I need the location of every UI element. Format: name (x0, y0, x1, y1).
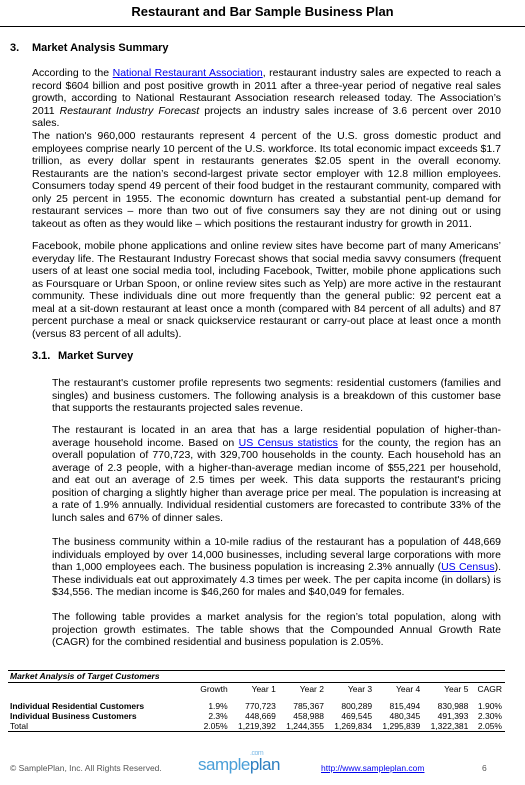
table-cell: 469,545 (341, 711, 373, 721)
table-row (8, 701, 505, 711)
logo-text-sample: sample (198, 755, 250, 774)
forecast-title: Restaurant Industry Forecast (59, 104, 200, 117)
table-cell: 1,244,355 (279, 721, 327, 732)
page-header (0, 0, 525, 27)
document-title: Restaurant and Bar Sample Business Plan (131, 4, 394, 19)
logo-text-com: .com (250, 750, 264, 757)
census-link[interactable]: US Census (441, 561, 495, 573)
table-cell: 458,988 (293, 711, 324, 721)
row-label: Individual Residential Customers (10, 701, 145, 711)
table-cell: 785,367 (293, 701, 324, 711)
nra-link[interactable]: National Restaurant Association (112, 67, 263, 79)
table-cell: 1,322,381 (423, 721, 471, 732)
table-header-row (8, 683, 505, 695)
table-cell: 1,269,834 (327, 721, 375, 732)
section-number: 3. (10, 42, 20, 54)
paragraph: The nation's 960,000 restaurants represent 4 percent of the U.S. gross domestic product and employees comprise nearly 10 percent of the U.S. workforce. Its total economic impact exceeds $1.7 trillion, as every dollar spent in restaurants generates $2.05 spent in the overall economy. Restaurants are the nation’s second-largest private sector employer with 12.8 million employees. Consumers today spend 49 percent of their food budget in the restaurant community, compared with only 25 percent in 1955. The economic downturn has created a substantial pent-up demand for restaurant services – more than two out of five consumers say they are not dining out or using takeout as often as they would like – which positions the restaurant industry for growth in 2011. (32, 130, 501, 230)
page-footer (0, 750, 525, 785)
website-link[interactable]: http://www.sampleplan.com (321, 763, 425, 773)
column-header: Year 5 (444, 684, 469, 694)
column-header: CAGR (477, 684, 502, 694)
table-cell: 480,345 (389, 711, 421, 721)
table-cell: 2.05% (471, 721, 505, 732)
paragraph: The restaurant's customer profile represents two segments: residential customers (families and singles) and business customers. The following analysis is a breakdown of this customer base that supports the restaurants projected sales revenue. (52, 377, 501, 414)
section-title: Market Analysis Summary (32, 42, 169, 54)
table-row (8, 711, 505, 721)
table-cell: 2.05% (194, 721, 231, 732)
text-run: The restaurant is located in an area that has a large residential population of higher-than-average household income. Based on (52, 424, 501, 449)
column-header (8, 683, 194, 695)
column-header: Year 1 (251, 684, 276, 694)
census-statistics-link[interactable]: US Census statistics (238, 436, 338, 449)
table-cell: 770,723 (245, 701, 276, 711)
column-header: Year 2 (299, 684, 324, 694)
table-cell: 815,494 (389, 701, 421, 711)
table-cell: 2.30% (477, 711, 502, 721)
subsection-number: 3.1. (32, 350, 51, 362)
table-cell: 1.90% (477, 701, 502, 711)
copyright-text: © SamplePlan, Inc. All Rights Reserved. (10, 763, 162, 773)
paragraph (52, 424, 501, 524)
table-cell: 1.9% (208, 701, 228, 711)
paragraph: The following table provides a market analysis for the region’s total population, along with projection growth estimates. The table shows that the Compounded Annual Growth Rate (CAGR) for the combined residential and business population is 2.05%. (52, 611, 501, 648)
table-cell: 448,669 (245, 711, 276, 721)
table-cell: 2.3% (208, 711, 228, 721)
column-header: Year 4 (395, 684, 421, 694)
table-cell: 1,219,392 (231, 721, 279, 732)
text-run: According to the (32, 67, 113, 79)
table-cell: 1,295,839 (375, 721, 423, 732)
table-caption: Market Analysis of Target Customers (8, 670, 505, 683)
column-header: Growth (200, 684, 228, 694)
text-run: ). These individuals eat out approximately 4.3 times per week. The per capita income (in dollars) is $34,556. The median income is $46,260 for males and $40,049 for females. (52, 561, 501, 598)
paragraph (52, 536, 501, 599)
subsection-title: Market Survey (58, 350, 134, 362)
paragraph: Facebook, mobile phone applications and online review sites have become part of many Americans’ everyday life. The Restaurant Industry Forecast shows that social media savvy consumers (frequent users of at least one social media tool, including Facebook, Twitter, mobile phone applications such as Foursquare or Urban Spoon, or online review sites such as Yelp) are more active in the restaurant community. These individuals dine out more frequently than the general public: 92 percent eat a meal at a sit-down restaurant at least once a month (compared with 84 percent of all adults) and 87 percent purchase a meal or snack quickservice restaurant or carry-out place at least once a month (versus 83 percent of all adults). (32, 240, 501, 340)
table-total-row (8, 721, 505, 732)
page-number: 6 (482, 763, 487, 773)
paragraph (32, 67, 501, 130)
market-analysis-table (8, 670, 505, 732)
row-label: Individual Business Customers (10, 711, 137, 721)
column-header: Year 3 (347, 684, 373, 694)
text-run: projects an industry sales increase of 3.6 percent over 2010 sales. (32, 104, 501, 129)
text-run: The business community within a 10-mile radius of the restaurant has a population of 448,669 individuals employed by over 14,000 businesses, including several large corporations with more than 1,000 employees each. The business population is increasing 2.3% annually ( (52, 536, 501, 573)
table-cell: 800,289 (341, 701, 373, 711)
logo-text-plan: plan (249, 755, 280, 774)
text-run: for the county, the region has an overall population of 770,723, with 329,700 households in the county. Each household has an average of 2.3 people, with a higher-than-average median income of $55,221 per household, and eat out an average of 2.5 times per week. This data supports the restaurant's pricing position of charging a slightly higher than average price per meal. The population is increasing at a rate of 1.9% annually. Individual residential customers are forecasted to contribute 33% of the lunch sales and 67% of dinner sales. (52, 436, 501, 524)
text-run: , restaurant industry sales are expected to reach a record $604 billion and post positive growth in 2011 after a three-year period of negative real sales growth, according to National Restaurant Association research released today. The Association’s 2011 (32, 67, 502, 117)
table-cell: 491,393 (437, 711, 469, 721)
sampleplan-logo (198, 750, 280, 775)
row-label: Total (8, 721, 194, 732)
data-table (8, 683, 505, 732)
subsection-heading (32, 350, 133, 362)
table-cell: 830,988 (437, 701, 469, 711)
section-heading (10, 42, 169, 54)
